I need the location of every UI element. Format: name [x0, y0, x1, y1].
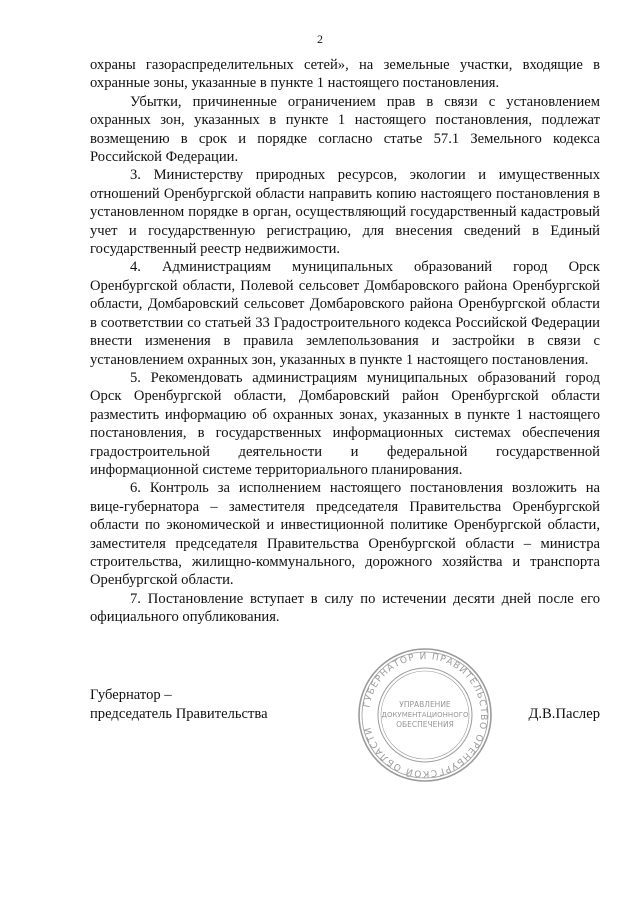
paragraph-item-5: 5. Рекомендовать администрациям муниципальных образований город Орск Оренбургской области, Домбаровский район Оренбургской области разместить информацию об охранных зонах, указанных в пункте 1 настоящего постановления, в государственных информационных системах обеспечения градостроительной деятельности и федеральной государственной информационной системе территориального планирования.: [90, 369, 600, 478]
page-number: 2: [317, 32, 323, 46]
paragraph-item-4: 4. Администрациям муниципальных образований город Орск Оренбургской области, Полевой сельсовет Домбаровского района Оренбургской области, Домбаровский сельсовет Домбаровского района Оренбургской области в соответствии со статьей 33 Градостроительного кодекса Российской Федерации внести изменения в правила землепользования и застройки в связи с установлением охранных зон, указанных в пункте 1 настоящего постановления.: [90, 259, 600, 368]
paragraph-item-3: 3. Министерству природных ресурсов, экологии и имущественных отношений Оренбургской области направить копию настоящего постановления в установленном порядке в орган, осуществляющий государственный кадастровый учет и государственную регистрацию, для внесения сведений в Единый государственный реестр недвижимости.: [90, 167, 600, 258]
signature-block: [90, 686, 600, 746]
signatory-title-line-2: председатель Правительства: [90, 706, 268, 722]
paragraph-continuation: охраны газораспределительных сетей», на земельные участки, входящие в охранные зоны, указанные в пункте 1 настоящего постановления.: [90, 57, 600, 92]
paragraph-item-6: 6. Контроль за исполнением настоящего постановления возложить на вице-губернатора – заместителя председателя Правительства Оренбургской области по экономической и инвестиционной политике Оренбургской области, заместителя председателя Правительства Оренбургской области – министра строительства, жилищно-коммунального, дорожного хозяйства и транспорта Оренбургской области.: [90, 480, 600, 589]
paragraph-compensation: Убытки, причиненные ограничением прав в связи с установлением охранных зон, указанных в пункте 1 настоящего постановления, подлежат возмещению в срок и порядке согласно статье 57.1 Земельного кодекса Российской Федерации.: [90, 93, 600, 166]
svg-text:УПРАВЛЕНИЕ: УПРАВЛЕНИЕ: [399, 700, 451, 709]
signatory-name: Д.В.Паслер: [528, 706, 600, 722]
paragraph-item-7: 7. Постановление вступает в силу по истечении десяти дней после его официального опубликования.: [90, 590, 600, 626]
svg-text:ДОКУМЕНТАЦИОННОГО: ДОКУМЕНТАЦИОННОГО: [381, 711, 469, 719]
svg-text:ОБЕСПЕЧЕНИЯ: ОБЕСПЕЧЕНИЯ: [396, 720, 454, 729]
signatory-title-line-1: Губернатор –: [90, 687, 172, 703]
signatory-title: [90, 686, 268, 724]
document-body: [90, 56, 600, 627]
svg-text:ГУБЕРНАТОР И ПРАВИТЕЛЬСТВО ОРЕ: ГУБЕРНАТОР И ПРАВИТЕЛЬСТВО ОРЕНБУРГСКОЙ ОБЛАСТИ: [362, 651, 489, 779]
